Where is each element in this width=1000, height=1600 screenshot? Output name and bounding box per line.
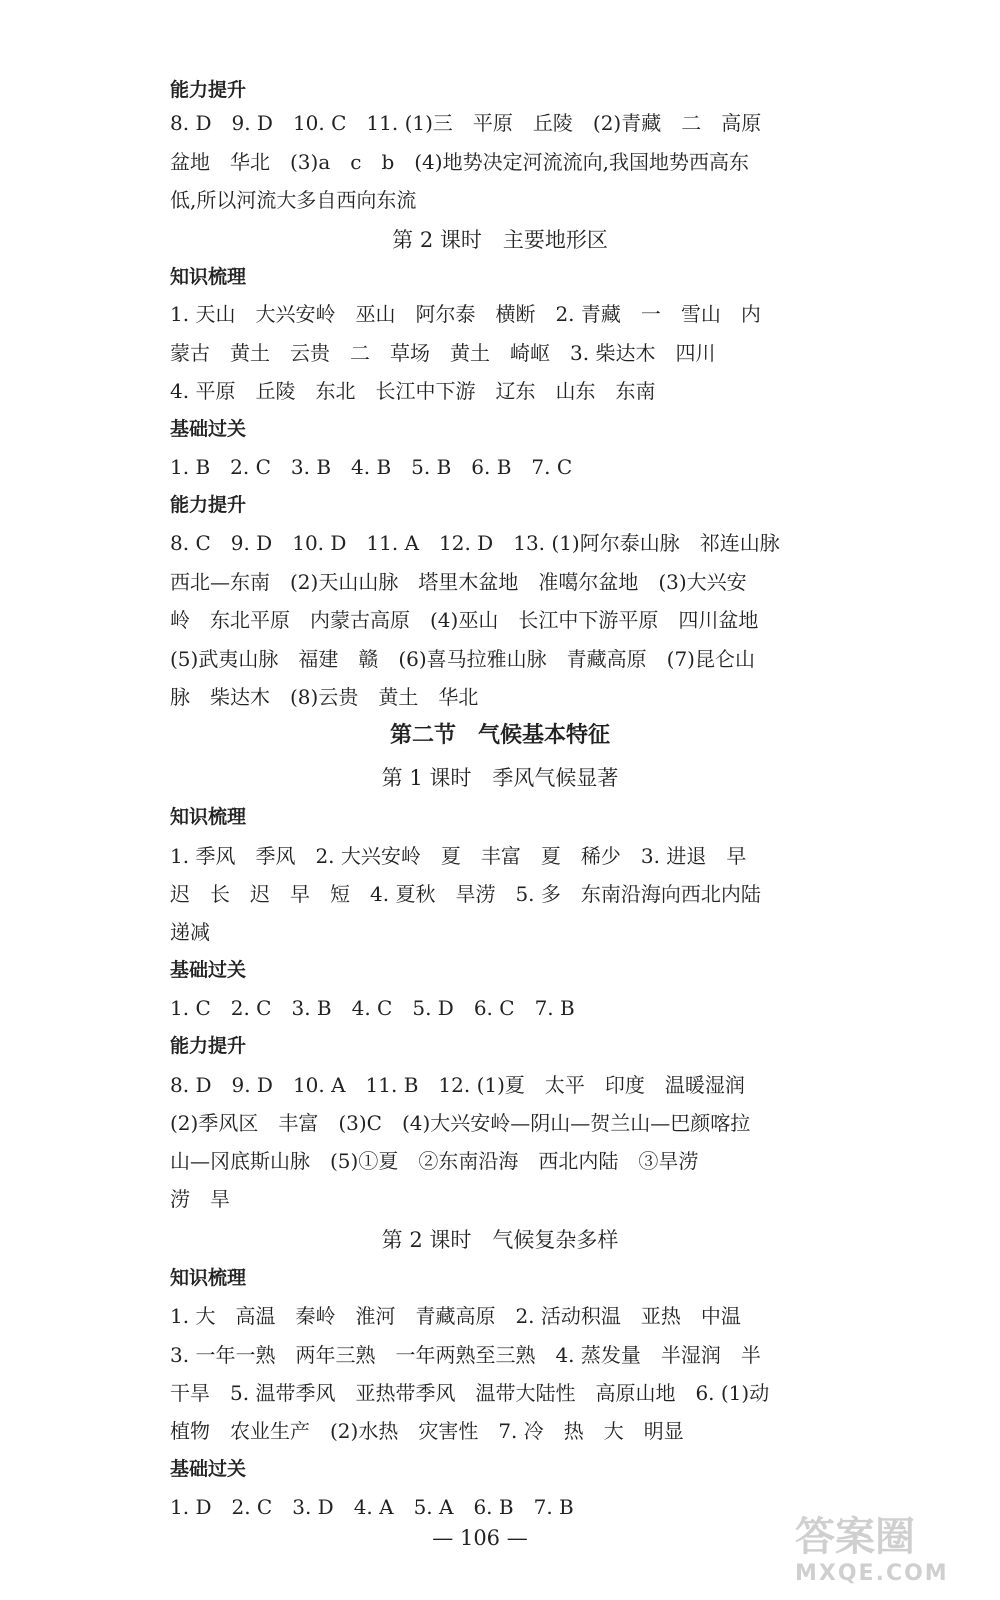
answer-line: 递减 [170,920,210,944]
answer-line: 植物 农业生产 (2)水热 灾害性 7. 冷 热 大 明显 [170,1419,684,1443]
lesson-title: 第 2 课时 主要地形区 [392,228,608,252]
answer-line: 岭 东北平原 内蒙古高原 (4)巫山 长江中下游平原 四川盆地 [170,608,759,632]
label: 基础过关 [170,418,247,440]
label: 能力提升 [170,1035,247,1057]
answer-line: 盆地 华北 (3)a c b (4)地势决定河流流向,我国地势西高东 [170,150,749,174]
answer-line: 8. D 9. D 10. C 11. (1)三 平原 丘陵 (2)青藏 二 高原 [170,111,762,135]
section-title: 第二节 气候基本特征 [389,723,610,748]
answer-line: 1. D 2. C 3. D 4. A 5. A 6. B 7. B [170,1495,574,1519]
answer-line: 蒙古 黄土 云贵 二 草场 黄土 崎岖 3. 柴达木 四川 [170,341,716,365]
answer-line: 8. D 9. D 10. A 11. B 12. (1)夏 太平 印度 温暖湿润 [170,1073,745,1097]
answer-line: 1. C 2. C 3. B 4. C 5. D 6. C 7. B [170,996,575,1020]
label: 基础过关 [170,1458,247,1480]
answer-line: 1. B 2. C 3. B 4. B 5. B 6. B 7. C [170,455,573,479]
answer-line: 涝 旱 [170,1187,230,1211]
answer-line: (5)武夷山脉 福建 赣 (6)喜马拉雅山脉 青藏高原 (7)昆仑山 [170,647,755,671]
label: 基础过关 [170,959,247,981]
label: 知识梳理 [170,1267,247,1289]
answer-line: 3. 一年一熟 两年三熟 一年两熟至三熟 4. 蒸发量 半湿润 半 [170,1343,761,1367]
answer-line: 山—冈底斯山脉 (5)①夏 ②东南沿海 西北内陆 ③旱涝 [170,1149,699,1173]
answer-line: 低,所以河流大多自西向东流 [170,188,417,212]
watermark-title: 答案圈 [795,1514,915,1560]
answer-line: 4. 平原 丘陵 东北 长江中下游 辽东 山东 东南 [170,379,656,403]
answer-line: 迟 长 迟 早 短 4. 夏秋 旱涝 5. 多 东南沿海向西北内陆 [170,882,761,906]
answer-line: 1. 季风 季风 2. 大兴安岭 夏 丰富 夏 稀少 3. 进退 早 [170,844,747,868]
answer-line: 1. 天山 大兴安岭 巫山 阿尔泰 横断 2. 青藏 一 雪山 内 [170,302,761,326]
label: 能力提升 [170,79,247,101]
answer-line: 脉 柴达木 (8)云贵 黄土 华北 [170,685,479,709]
watermark-url: MXQE.COM [795,1561,949,1586]
label: 知识梳理 [170,806,247,828]
lesson-title: 第 2 课时 气候复杂多样 [381,1228,619,1252]
answer-line: 8. C 9. D 10. D 11. A 12. D 13. (1)阿尔泰山脉 祁连山脉 [170,531,780,555]
answer-line: 1. 大 高温 秦岭 淮河 青藏高原 2. 活动积温 亚热 中温 [170,1304,741,1328]
label: 知识梳理 [170,266,247,288]
watermark-logo [795,1505,985,1590]
page-number: — 106 — [432,1526,528,1550]
answer-line: (2)季风区 丰富 (3)C (4)大兴安岭—阴山—贺兰山—巴颜喀拉 [170,1111,751,1135]
lesson-title: 第 1 课时 季风气候显著 [381,766,619,790]
answer-line: 西北—东南 (2)天山山脉 塔里木盆地 准噶尔盆地 (3)大兴安 [170,570,747,594]
answer-line: 干旱 5. 温带季风 亚热带季风 温带大陆性 高原山地 6. (1)动 [170,1381,770,1405]
label: 能力提升 [170,494,247,516]
